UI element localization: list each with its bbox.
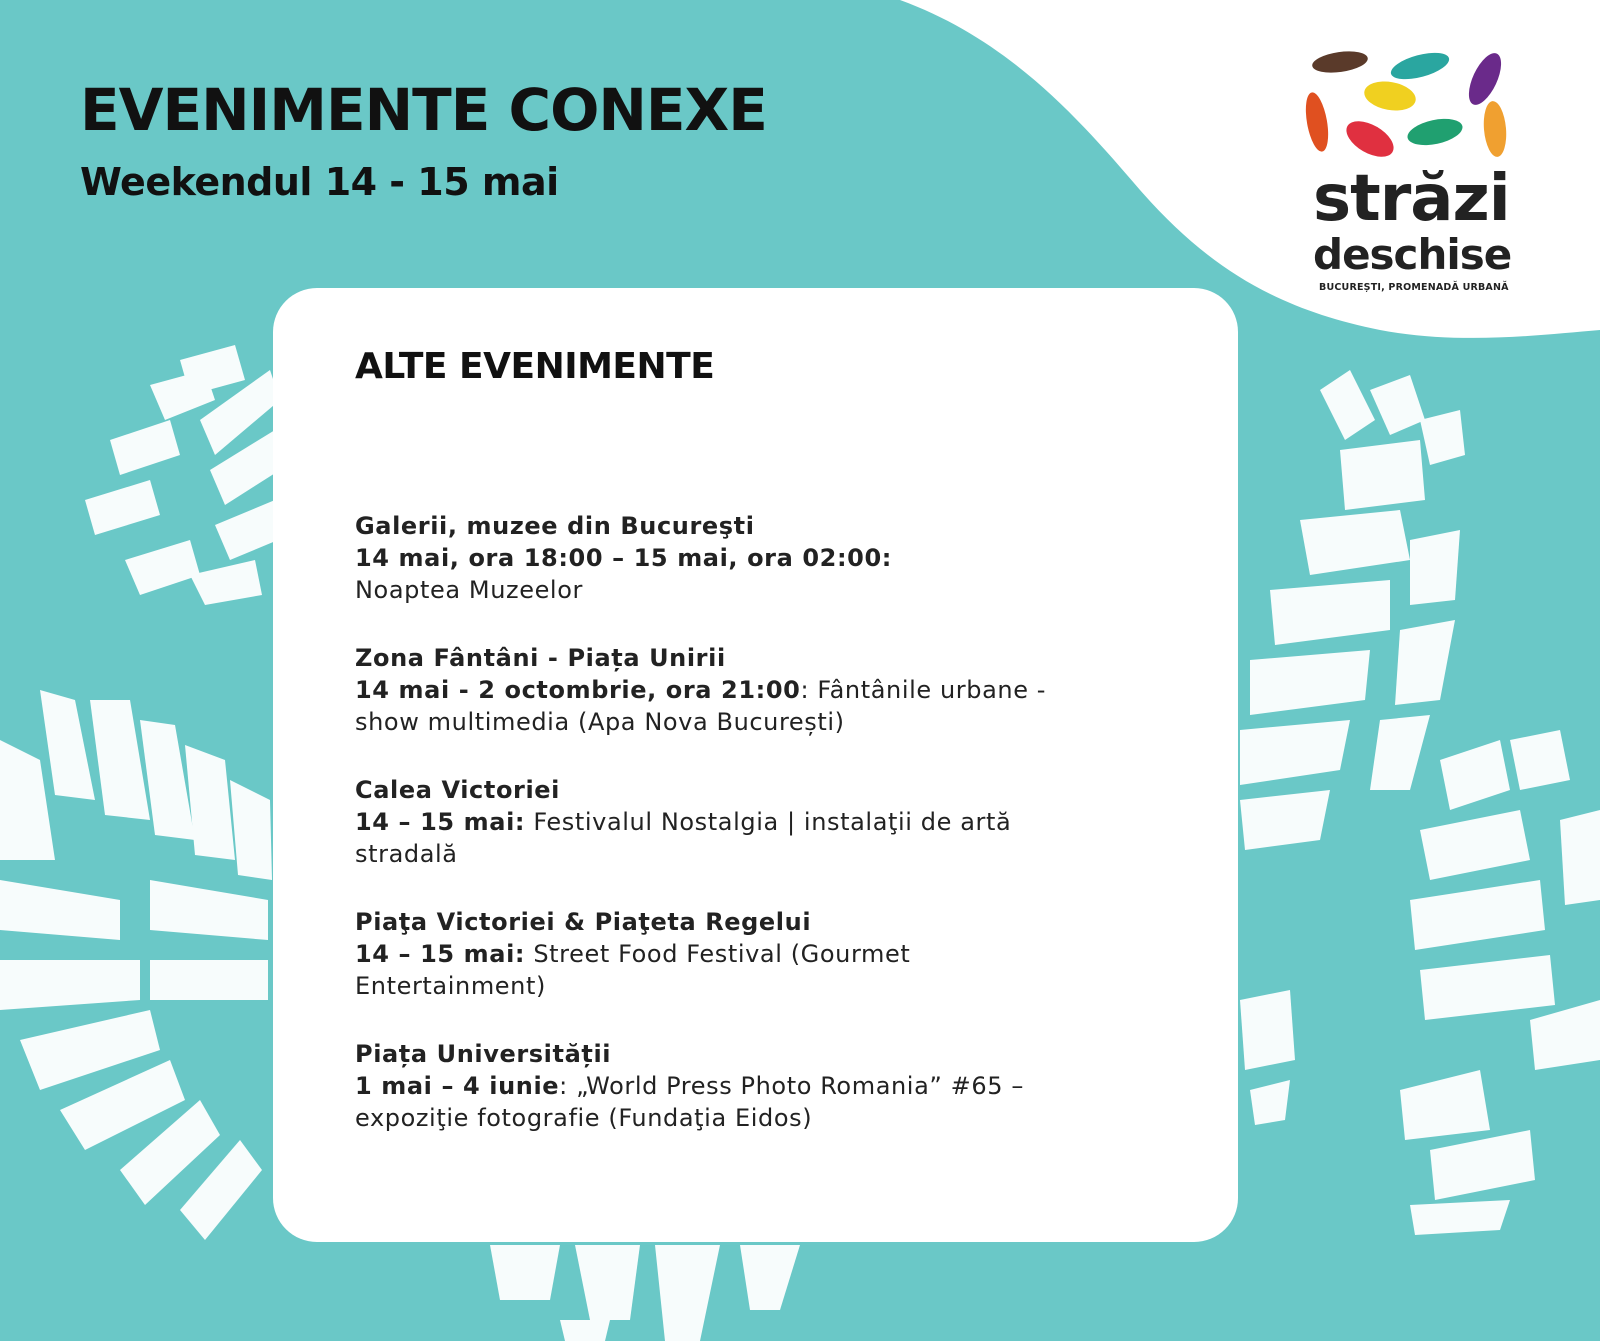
logo-tagline: BUCUREȘTI, PROMENADĂ URBANĂ	[1319, 282, 1509, 293]
logo-word-deschise: deschise	[1313, 230, 1512, 279]
page-subtitle: Weekendul 14 - 15 mai	[80, 160, 559, 204]
card-heading: ALTE EVENIMENTE	[355, 346, 715, 387]
event-item	[355, 510, 1075, 606]
page-title: EVENIMENTE CONEXE	[80, 76, 767, 144]
event-location: Calea Victoriei	[355, 776, 560, 804]
event-description: Street Food Festival (Gourmet Entertainment)	[355, 940, 911, 1000]
footprint-left-lower	[0, 690, 272, 1240]
event-date: 14 mai - 2 octombrie, ora 21:00	[355, 676, 801, 704]
event-date: 1 mai – 4 iunie	[355, 1072, 560, 1100]
footprint-right-upper	[1240, 370, 1465, 850]
event-location: Piaţa Victoriei & Piaţeta Regelui	[355, 908, 812, 936]
event-item	[355, 1038, 1075, 1134]
event-description: Festivalul Nostalgia | instalaţii de artă stradală	[355, 808, 1012, 868]
event-location: Zona Fântâni - Piața Unirii	[355, 644, 726, 672]
event-date: 14 – 15 mai:	[355, 940, 526, 968]
event-description: : Fântânile urbane - show multimedia (Apa Nova București)	[355, 676, 1047, 736]
event-location: Galerii, muzee din Bucureşti	[355, 512, 755, 540]
event-item	[355, 642, 1075, 738]
events-list	[355, 510, 1075, 1170]
event-date: 14 – 15 mai:	[355, 808, 526, 836]
event-date: 14 mai, ora 18:00 – 15 mai, ora 02:00:	[355, 544, 892, 572]
footprint-bottom-center	[490, 1245, 800, 1341]
event-description: Noaptea Muzeelor	[355, 576, 583, 604]
event-item	[355, 906, 1075, 1002]
logo-word-strazi: străzi	[1313, 162, 1510, 236]
event-location: Piața Universității	[355, 1040, 612, 1068]
strazi-deschise-logo	[1305, 44, 1545, 304]
logo-footprints-icon	[1305, 44, 1545, 164]
events-card	[273, 288, 1238, 1242]
footprint-left-upper	[85, 345, 280, 605]
event-item	[355, 774, 1075, 870]
event-description: : „World Press Photo Romania” #65 – expoziţie fotografie (Fundaţia Eidos)	[355, 1072, 1024, 1132]
